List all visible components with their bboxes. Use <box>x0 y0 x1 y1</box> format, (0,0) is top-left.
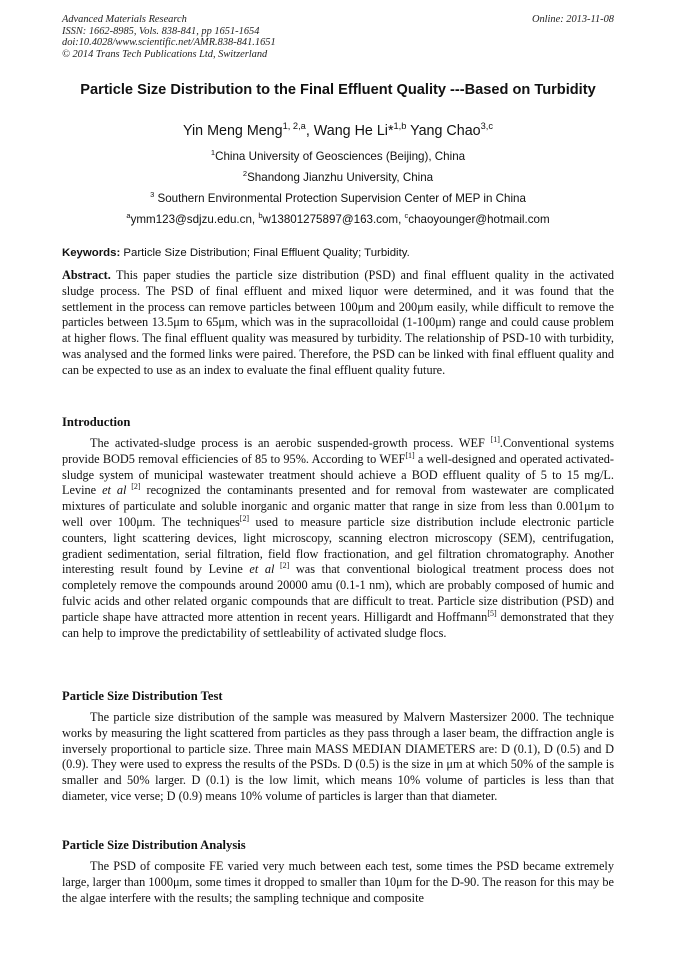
introduction-paragraph <box>62 436 614 641</box>
journal-name: Advanced Materials Research <box>62 14 187 25</box>
psd-test-paragraph: The particle size distribution of the sample was measured by Malvern Mastersizer 2000. The technique works by measuring the light scattered from particles as they pass through a laser beam, the diffraction angle is inversely proportional to particle size. Three main MASS MEDIAN DIAMETERS are: D (0.1), D (0.5) and D (0.9). They were used to express the results of the PSDs. D (0.5) is the size in μm at which 50% of the sample is smaller and 50% larger. D (0.1) is the low limit, which means 10% volume of particles is less than that diameter, vice verse; D (0.9) means 10% volume of particles is larger than that diameter. <box>62 710 614 803</box>
email-b: w13801275897@163.com, <box>262 213 405 226</box>
abstract <box>62 268 614 379</box>
heading-introduction: Introduction <box>62 415 131 429</box>
email-c: chaoyounger@hotmail.com <box>408 213 550 226</box>
abstract-label: Abstract. <box>62 268 111 282</box>
citation-ref: [1] <box>405 450 415 460</box>
author-2-affil: 1,b <box>393 121 407 132</box>
email-a: ymm123@sdjzu.edu.cn, <box>130 213 259 226</box>
intro-text-1: The activated-sludge process is an aerobic suspended-growth process. WEF <box>90 436 491 450</box>
email-line <box>62 213 614 226</box>
et-al: et al <box>249 562 275 577</box>
intro-text-7: demonstrated that they can help to improve the predictability of settleability of activated sludge flocs. <box>62 609 614 640</box>
email-b-mark: b <box>258 211 263 221</box>
paper-title: Particle Size Distribution to the Final Effluent Quality ---Based on Turbidity <box>80 82 596 98</box>
affiliation-3-text: Southern Environmental Protection Supervision Center of MEP in China <box>154 192 526 205</box>
intro-text-4: recognized the contaminants presented and for removal from wastewater are complicated mixtures of particulate and soluble inorganic and organic matter that range in size from less than 0.001μm to well over 100μm. The techniques <box>62 483 615 529</box>
citation-ref: [2] <box>239 513 250 523</box>
journal-header <box>62 14 614 60</box>
heading-psd-analysis: Particle Size Distribution Analysis <box>62 838 246 852</box>
author-1: Yin Meng Meng <box>182 123 283 139</box>
author-2: Wang He Li* <box>313 123 394 139</box>
affiliation-2-text: Shandong Jianzhu University, China <box>247 171 434 184</box>
citation-ref: [5] <box>487 608 497 618</box>
heading-psd-test: Particle Size Distribution Test <box>62 689 223 703</box>
citation-ref: [2] <box>126 482 141 492</box>
affiliation-1-text: China University of Geosciences (Beijing), China <box>215 150 466 163</box>
affiliation-3-mark: 3 <box>150 190 155 200</box>
affiliation-1-mark: 1 <box>210 148 216 158</box>
author-3: Yang Chao <box>406 123 481 139</box>
email-a-mark: a <box>126 211 131 221</box>
intro-text-5: used to measure particle size distribution include electronic particle counters, light scattering devices, light microscopy, scanning electron microscopy (SEM), centrifugation, gradient sedimentation, serial filtration, field flow fractionation, and gel filtration chromatography. Another interesting result found by Levine <box>62 514 614 577</box>
copyright-line: © 2014 Trans Tech Publications Ltd, Switzerland <box>62 48 268 60</box>
keywords-label: Keywords: <box>62 247 121 259</box>
affiliation-3 <box>62 192 614 205</box>
intro-text-6: was that conventional biological treatment process does not completely remove the compounds around 20000 amu (0.1-1 nm), which are probably composed of humic and fulvic acids and other related organic compounds that are difficult to treat. Particle size distribution (PSD) and particle shape have attracted more attention in recent years. Hilligardt and Hoffmann <box>62 562 614 624</box>
author-separator: , <box>305 123 314 139</box>
email-c-mark: c <box>404 211 409 221</box>
affiliation-2 <box>62 171 614 184</box>
affiliation-2-mark: 2 <box>242 169 248 179</box>
doi-line: doi:10.4028/www.scientific.net/AMR.838-841.1651 <box>62 37 276 48</box>
affiliation-1 <box>62 150 614 163</box>
intro-text-2: .Conventional systems provide BOD5 removal efficiencies of 85 to 95%. According to WEF <box>62 436 614 466</box>
keywords <box>62 247 614 259</box>
et-al: et al <box>102 483 127 498</box>
keywords-text: Particle Size Distribution; Final Effluent Quality; Turbidity. <box>120 247 410 259</box>
abstract-text: This paper studies the particle size distribution (PSD) and final effluent quality in the activated sludge process. The PSD of final effluent and mixed liquor were determined, and it was found that the settlement in the process can remove particles between 100μm and 200μm easily, while difficult to remove the particles between 13.5μm to 65μm, which was in the supracolloidal (1-100μm) range and could cause problem at higher flows. The final effluent quality was measured by turbidity. The relationship of PSD-10 with turbidity, was analysed and the formed links were paired. Therefore, the PSD can be linked with final effluent quality and can be expected to use as an index to evaluate the final effluent quality future. <box>62 268 614 377</box>
psd-analysis-paragraph: The PSD of composite FE varied very much between each test, some times the PSD became extremely large, larger than 1000μm, some times it dropped to smaller than 10μm for the D-90. The reason for this may be the algae interfere with the results; the sampling technique and composite <box>62 859 614 905</box>
intro-text-3: a well-designed and operated activated-sludge system of municipal wastewater treatment should achieve a BOD effluent quality of 5 to 15 mg/L. Levine <box>62 451 614 498</box>
citation-ref: [2] <box>274 561 290 571</box>
author-line <box>62 123 614 139</box>
author-3-affil: 3,c <box>480 121 494 132</box>
author-1-affil: 1, 2,a <box>282 121 306 132</box>
online-date: Online: 2013-11-08 <box>531 14 614 25</box>
citation-ref: [1] <box>490 434 500 444</box>
issn-line: ISSN: 1662-8985, Vols. 838-841, pp 1651-1654 <box>62 25 260 37</box>
